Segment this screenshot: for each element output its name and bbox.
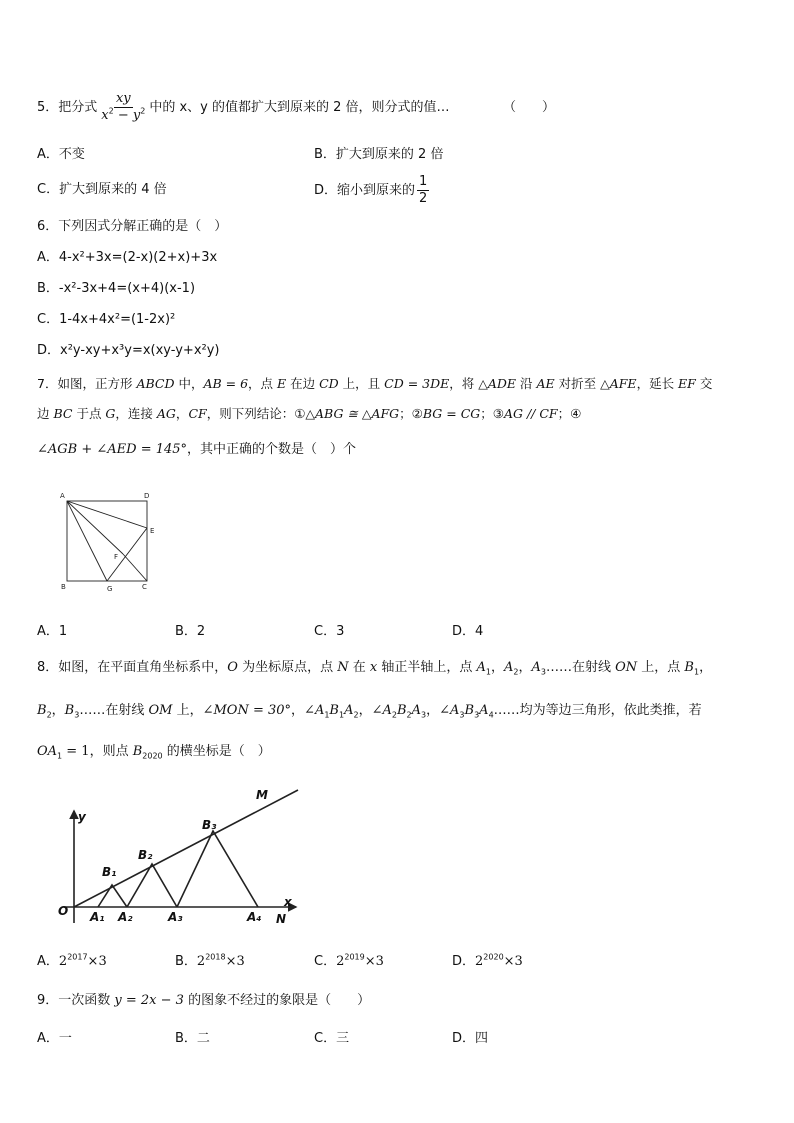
q6-stem: 6．下列因式分解正确的是（ ）	[37, 219, 228, 234]
q8-triangle-3	[177, 831, 258, 907]
q8-fig-label-A1: A₁	[90, 910, 105, 924]
q9-option-b[interactable]: B．二	[175, 1031, 210, 1046]
q8-triangle-2	[127, 864, 177, 907]
q9-option-d[interactable]: D．四	[452, 1031, 489, 1046]
q8-triangle-1	[98, 885, 127, 907]
q6-option-a[interactable]: A．4-x²+3x=(2-x)(2+x)+3x	[37, 250, 218, 265]
q8-fig-label-B3: B₃	[202, 818, 217, 832]
q8-fig-label-O: O	[58, 904, 69, 918]
q8-fig-label-A3: A₃	[168, 910, 183, 924]
q7-label-A: A	[60, 492, 65, 500]
q7-option-a[interactable]: A．1	[37, 624, 68, 639]
q7-segment-AF	[67, 501, 123, 554]
q7-option-d[interactable]: D．4	[452, 624, 484, 639]
q8-option-a[interactable]: A．$2^{2017}\times 3$	[37, 952, 107, 969]
q8-fig-label-M: M	[256, 788, 268, 802]
q8-fig-label-N: N	[276, 912, 287, 926]
q5-stem: 5．把分式 $\frac{xy}{x^2 - y^2}$ 中的 x、y 的值都扩大到原来的 2 倍，则分式的值…	[37, 91, 450, 123]
q8-stem-line1: 8．如图，在平面直角坐标系中，O 为坐标原点，点 N 在 x 轴正半轴上，点 $A_1$，$A_2$，$A_3\dots\dots$在射线 ON 上，点 $B_1$，	[37, 660, 713, 677]
q8-option-b[interactable]: B．$2^{2018}\times 3$	[175, 952, 245, 969]
q5-fraction: $\frac{xy}{x^2 - y^2}$	[101, 91, 146, 123]
q7-option-b[interactable]: B．2	[175, 624, 206, 639]
q5-option-d[interactable]: D．缩小到原来的 $\frac{1}{2}$	[314, 174, 428, 206]
q8-fig-label-y: y	[78, 810, 86, 824]
q8-option-d[interactable]: D．$2^{2020}\times 3$	[452, 952, 523, 969]
q8-option-c[interactable]: C．$2^{2019}\times 3$	[314, 952, 384, 969]
q8-fig-label-x: x	[284, 895, 292, 909]
q7-stem-line2: 边 BC 于点 G，连接 AG，CF，则下列结论：①△ABG ≅ △AFG；②BG = CG；③AG // CF；④	[37, 406, 582, 421]
q5-option-d-fraction: $\frac{1}{2}$	[419, 174, 428, 206]
q5-option-b[interactable]: B．扩大到原来的 2 倍	[314, 147, 444, 162]
q5-option-a[interactable]: A．不变	[37, 147, 85, 162]
q9-option-c[interactable]: C．三	[314, 1031, 350, 1046]
q7-stem-line1: 7．如图，正方形 ABCD 中，AB = 6，点 E 在边 CD 上，且 CD = 3DE，将 △ADE 沿 AE 对折至 △AFE，延长 EF 交	[37, 376, 713, 391]
q5-answer-bracket: （ ）	[503, 100, 556, 115]
q7-segment-AG	[67, 501, 107, 581]
q7-label-E: E	[150, 527, 155, 535]
q7-square-figure	[55, 487, 165, 597]
q7-square	[67, 501, 147, 581]
q7-label-D: D	[144, 492, 150, 500]
q7-label-F: F	[114, 553, 119, 561]
q8-stem-line2: $B_2$，$B_3\dots\dots$在射线 OM 上，∠MON = 30°，$\angle A_1B_1A_2$，$\angle A_2B_2A_3$，$\angle A_3B_3A_4\dots\dots$均为等边三角形，依此类推，若	[37, 703, 702, 720]
q9-option-a[interactable]: A．一	[37, 1031, 72, 1046]
q8-fig-label-A2: A₂	[118, 910, 133, 924]
q7-segment-AE	[67, 501, 147, 528]
q8-fig-label-B2: B₂	[138, 848, 153, 862]
q7-option-c[interactable]: C．3	[314, 624, 345, 639]
q8-fig-label-A4: A₄	[247, 910, 262, 924]
q7-segment-EG	[107, 528, 147, 581]
q8-stem-line3: $OA_1 = 1$，则点 $B_{2020}$ 的横坐标是（ ）	[37, 744, 271, 761]
q7-label-C: C	[142, 583, 147, 591]
q8-fig-label-B1: B₁	[102, 865, 117, 879]
q7-stem-line3: ∠AGB + ∠AED = 145°，其中正确的个数是（ ）个	[37, 442, 357, 457]
q5-option-c[interactable]: C．扩大到原来的 4 倍	[37, 182, 167, 197]
q7-label-B: B	[61, 583, 66, 591]
q6-option-b[interactable]: B．-x²-3x+4=(x+4)(x-1)	[37, 281, 196, 296]
q7-label-G: G	[107, 585, 113, 593]
q6-option-c[interactable]: C．1-4x+4x²=(1-2x)²	[37, 312, 176, 327]
q7-segment-CF	[123, 554, 147, 581]
q8-equilateral-triangles-figure	[56, 785, 306, 930]
q6-option-d[interactable]: D．x²y-xy+x³y=x(xy-y+x²y)	[37, 343, 220, 358]
q9-stem: 9．一次函数 y = 2x − 3 的图象不经过的象限是（ ）	[37, 993, 371, 1008]
